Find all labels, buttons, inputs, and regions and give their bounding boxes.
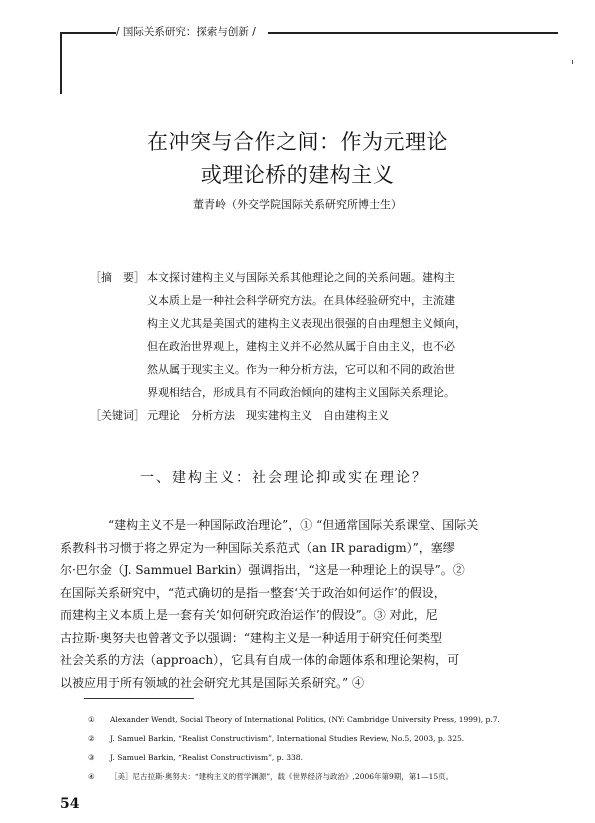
abstract-line: 本文探讨建构主义与国际关系其他理论之间的关系问题。建构主 [147,271,455,284]
footnote-text: J. Samuel Barkin, “Realist Constructivism”, p. 338. [110,753,303,762]
footnote-item [88,729,548,748]
abstract-line: 界观相结合，形成具有不同政治倾向的建构主义国际关系理论。 [147,386,455,399]
footnote-mark: ② [88,734,95,743]
abstract-label: ［摘 要］ [90,271,145,284]
body-line: 以被应用于所有领域的社会研究尤其是国际关系研究。” ④ [60,675,364,690]
footnote-item [88,748,548,767]
footnote-item [88,767,548,786]
abstract-body [147,266,550,404]
keywords-label: ［关键词］ [90,409,145,422]
body-line: “建构主义不是一种国际政治理论”，① “但通常国际关系课堂、国际关 [108,518,479,532]
footnote-text: J. Samuel Barkin, “Realist Constructivism”, International Studies Review, No.5, 2003, p. 325. [110,734,465,743]
running-head: / 国际关系研究：探索与创新 / [116,26,256,38]
body-line: 在国际关系研究中，“范式确切的是指一整套‘关于政治如何运作’的假设， [60,585,446,600]
title-line-1: 在冲突与合作之间：作为元理论 [147,130,448,154]
header-rule-left [60,32,116,34]
footnote-rule [84,698,194,699]
header-rule-right [268,32,558,34]
keywords-row [90,404,550,427]
abstract-line: 但在政治世界观上，建构主义并不必然从属于自由主义，也不必 [147,340,455,353]
section-heading: 一、建构主义：社会理论抑或实在理论？ [140,470,428,486]
page-number: 54 [60,796,80,812]
footnote-item [88,710,548,729]
body-text [60,514,550,694]
body-line: 尔·巴尔金（J. Sammuel Barkin）强调指出，“这是一种理论上的误导”。② [60,563,465,577]
body-line: 系教科书习惯于将之界定为一种国际关系范式（an IR paradigm）”，塞缪 [60,540,455,555]
footnotes [88,710,548,786]
abstract-line: 然从属于现实主义。作为一种分析方法，它可以和不同的政治世 [147,363,455,376]
abstract-block [90,266,550,427]
header-rule-vertical [60,32,62,94]
keywords-text: 元理论 分析方法 现实建构主义 自由建构主义 [147,409,389,422]
footnote-mark: ③ [88,753,95,762]
footnote-mark: ④ [88,772,95,781]
margin-mark [572,60,573,64]
footnote-text: Alexander Wendt, Social Theory of International Politics, (NY: Cambridge University Press, 1999), p.7. [110,715,500,724]
body-line: 古拉斯·奥努夫也曾著文予以强调：“建构主义是一种适用于研究任何类型 [60,630,442,645]
abstract-line: 义本质上是一种社会科学研究方法。在具体经验研究中，主流建 [147,294,455,307]
author-line: 董青岭（外交学院国际关系研究所博士生） [193,198,402,211]
abstract-line: 构主义尤其是美国式的建构主义表现出很强的自由理想主义倾向， [147,317,466,330]
footnote-mark: ① [88,715,95,724]
title-line-2: 或理论桥的建构主义 [200,163,395,187]
body-line: 而建构主义本质上是一套有关‘如何研究政治运作’的假设”。③ 对此，尼 [60,608,438,622]
body-line: 社会关系的方法（approach），它具有自成一体的命题体系和理论架构，可 [60,653,460,667]
footnote-text: ［美］尼古拉斯·奥努夫：“建构主义的哲学渊源”，载《世界经济与政治》,2006年第9期，第1—15页。 [110,772,454,781]
